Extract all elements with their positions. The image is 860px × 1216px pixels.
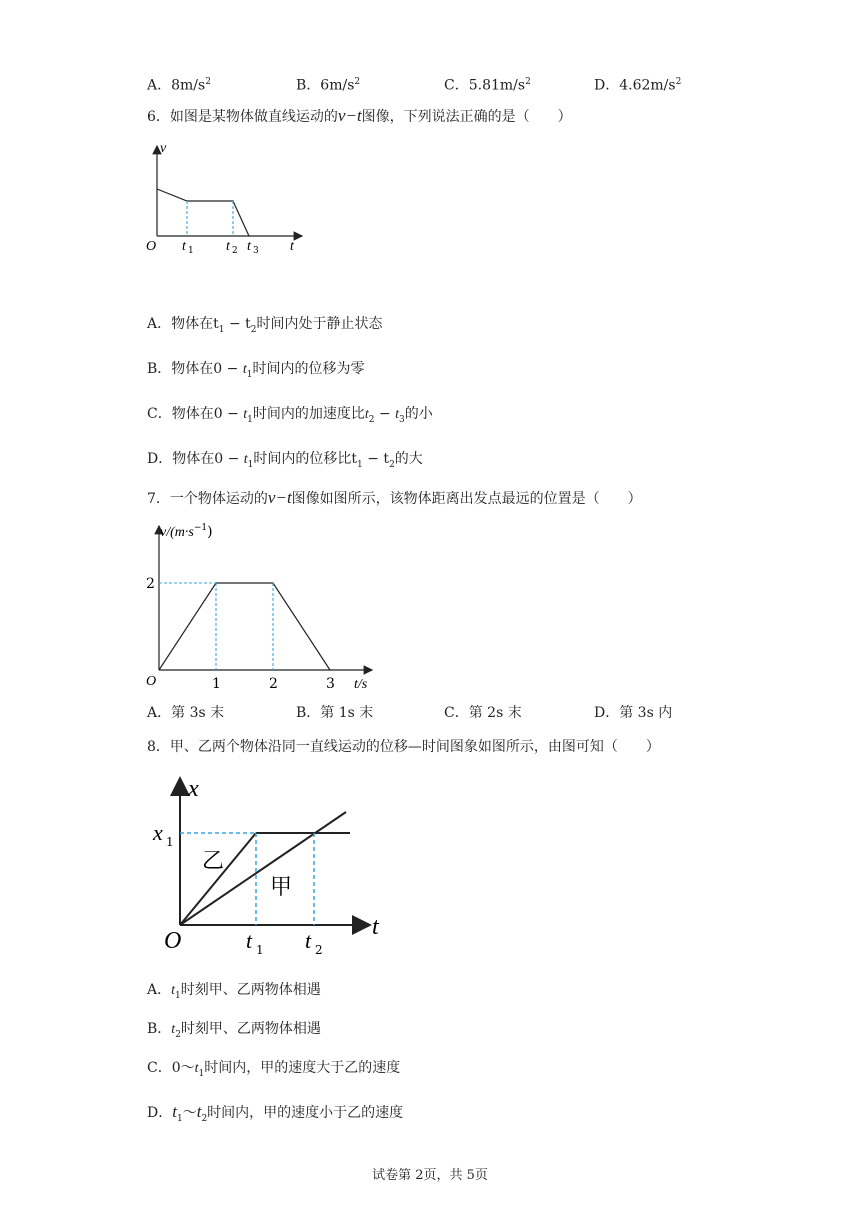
q7-x-tick-2: 2	[269, 676, 278, 692]
q8-option-b: B．$t_2$时刻甲、乙两物体相遇	[147, 1021, 321, 1040]
q6-t1-sub: 1	[188, 246, 194, 256]
q6-option-b: B．物体在$0 - t_1$时间内的位移为零	[147, 361, 365, 380]
q6-t3-sub: 3	[253, 246, 259, 256]
q8-t-axis-label: t	[372, 914, 379, 940]
q6-option-a: A．物体在$t_1 - t_2$时间内处于静止状态	[147, 316, 383, 335]
q6-t2-label: t	[226, 239, 230, 254]
q7-option-b: B．第 1s 末	[296, 705, 374, 721]
q6-t-axis-label: t	[290, 239, 294, 254]
q7-option-a: A．第 3s 末	[147, 705, 225, 721]
q8-option-a: A．$t_1$时刻甲、乙两物体相遇	[147, 982, 321, 1001]
q7-x-tick-1: 1	[212, 676, 221, 692]
q6-option-c: C．物体在$0 - t_1$时间内的加速度比$t_2 - t_3$的小	[147, 406, 433, 425]
q7-vt-graph	[140, 518, 380, 696]
q6-vt-graph	[140, 140, 310, 260]
q8-x-axis-label: x	[188, 776, 199, 802]
q8-yi-label: 乙	[202, 849, 225, 874]
page-footer: 试卷第 2页，共 5页	[372, 1168, 488, 1183]
q6-t1-label: t	[182, 239, 186, 254]
q8-t2-sub: 2	[315, 943, 323, 957]
q6-t3-label: t	[247, 239, 251, 254]
q7-x-axis-label: t/s	[354, 677, 368, 692]
q8-xt-graph	[148, 770, 388, 960]
q6-stem: 6．如图是某物体做直线运动的v−t图像，下列说法正确的是（ ）	[147, 106, 572, 125]
q5-option-c: C．$5.81m/s^2$	[444, 77, 531, 94]
q5-option-a: A．$8m/s^2$	[147, 77, 211, 94]
q6-origin-label: O	[146, 239, 157, 254]
q7-origin-label: O	[146, 674, 157, 689]
q6-v-label: v	[160, 141, 167, 156]
q8-jia-label: 甲	[270, 875, 293, 900]
q8-t2-label: t	[305, 928, 312, 953]
q7-option-c: C．第 2s 末	[444, 705, 522, 721]
q8-t1-label: t	[246, 928, 253, 953]
q7-x-tick-3: 3	[326, 676, 335, 692]
q7-y-axis-label: $v/(m\cdot s^{-1})$	[160, 523, 213, 540]
q6-option-d: D．物体在$0 - t_1$时间内的位移比$t_1 - t_2$的大	[147, 451, 423, 470]
q7-stem: 7．一个物体运动的v−t图像如图所示，该物体距离出发点最远的位置是（ ）	[147, 488, 642, 507]
q8-x1-sub: 1	[166, 835, 174, 849]
q7-y-tick-2: 2	[146, 576, 155, 592]
q5-option-d: D．$4.62m/s^2$	[594, 77, 682, 94]
q7-option-d: D．第 3s 内	[594, 705, 673, 721]
q8-stem: 8．甲、乙两个物体沿同一直线运动的位移—时间图象如图所示，由图可知（ ）	[147, 739, 660, 755]
q8-x1-label: x	[153, 820, 163, 845]
q6-t2-sub: 2	[232, 246, 238, 256]
q5-option-b: B．$6m/s^2$	[296, 77, 361, 94]
q8-origin-label: O	[164, 928, 182, 954]
q8-t1-sub: 1	[256, 943, 264, 957]
q8-option-d: D．$t_1\sim t_2$时间内，甲的速度小于乙的速度	[147, 1102, 404, 1124]
q8-option-c: C．$0\sim t_1$时间内，甲的速度大于乙的速度	[147, 1060, 401, 1079]
